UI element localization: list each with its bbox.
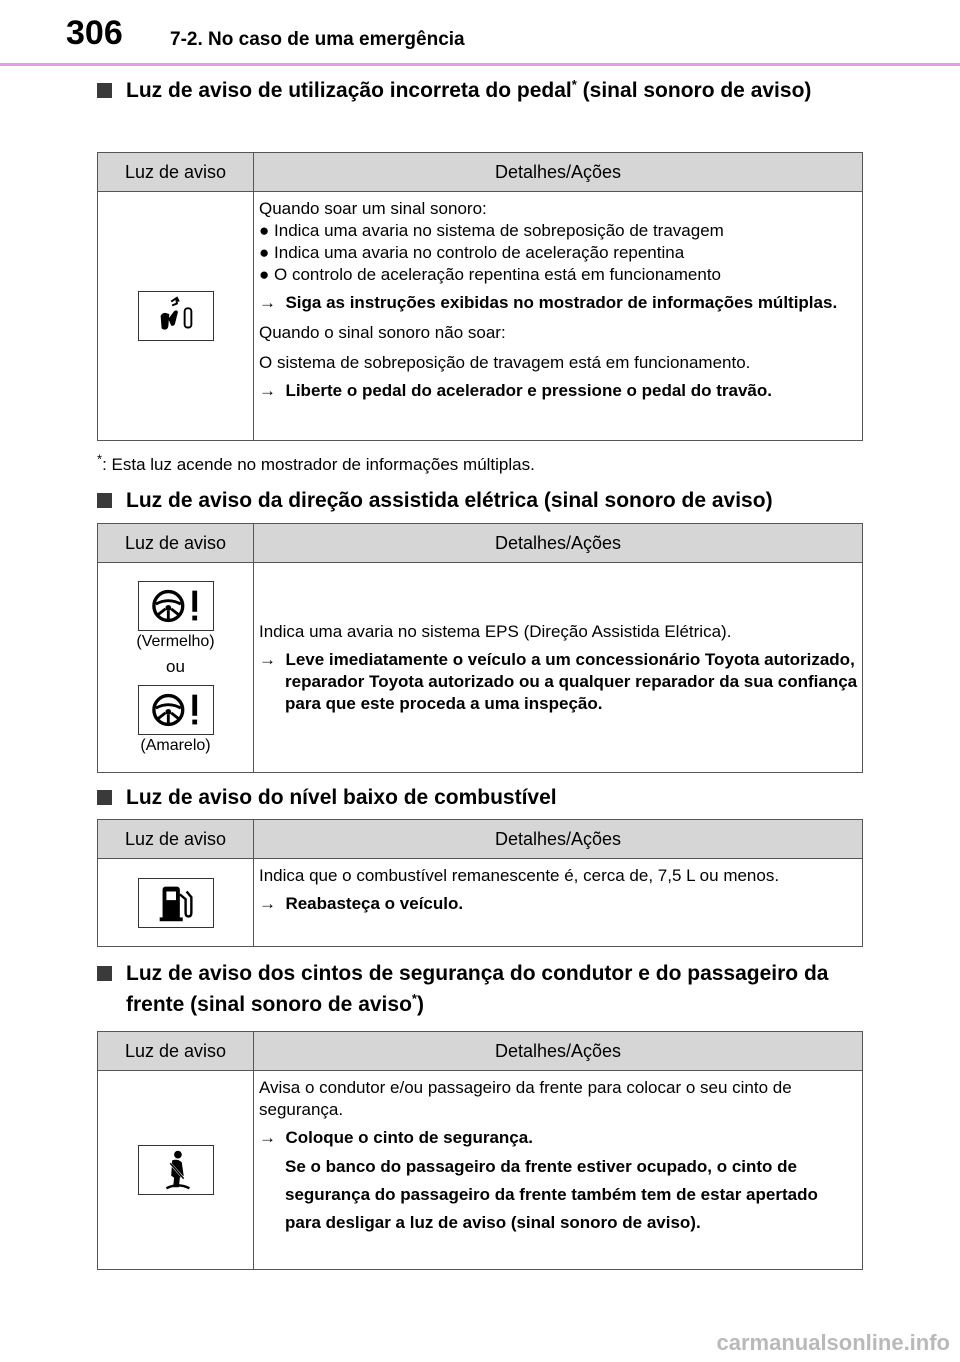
list-item: ● Indica uma avaria no controlo de aceleração repentina (259, 243, 685, 262)
chapter-title: 7-2. No caso de uma emergência (170, 29, 465, 50)
details-cell: Indica que o combustível remanescente é, cerca de, 7,5 L ou menos. → Reabasteça o veículo. (254, 859, 863, 947)
watermark: carmanualsonline.info (716, 1330, 950, 1355)
section-marker-icon (97, 83, 112, 98)
section-eps-heading: Luz de aviso da direção assistida elétrica (sinal sonoro de aviso) (97, 485, 867, 516)
steering-wheel-warning-icon (138, 685, 214, 735)
list-item: ● Indica uma avaria no sistema de sobreposição de travagem (259, 221, 724, 240)
col-header-light: Luz de aviso (98, 820, 254, 859)
page-header (0, 0, 960, 64)
steering-wheel-warning-icon (138, 581, 214, 631)
col-header-details: Detalhes/Ações (254, 524, 863, 563)
section-marker-icon (97, 966, 112, 981)
page-number: 306 (66, 14, 123, 52)
list-item: ● O controlo de aceleração repentina está em funcionamento (259, 265, 722, 284)
table-seatbelt-warning (97, 1031, 863, 1270)
action-instruction: → Siga as instruções exibidas no mostrador de informações múltiplas. (259, 293, 838, 312)
table-pedal-warning (97, 152, 863, 441)
col-header-light: Luz de aviso (98, 153, 254, 192)
col-header-light: Luz de aviso (98, 1032, 254, 1071)
action-instruction: → Coloque o cinto de segurança. (259, 1128, 533, 1147)
pedal-misapplication-icon (138, 291, 214, 341)
col-header-light: Luz de aviso (98, 524, 254, 563)
details-cell: Quando soar um sinal sonoro: ● Indica uma avaria no sistema de sobreposição de travagem ● Indica uma avaria no controlo de aceleração repentina ● O controlo de aceleração repentina está em funcionamento → Siga as instruções exibidas no mostrador de informações múltiplas. Quando o sinal sonoro não soar: O sistema de sobreposição de travagem está em funcionamento. → Liberte o pedal do acelerador e pressione o pedal do travão. (254, 192, 863, 441)
section-pedal-heading: Luz de aviso de utilização incorreta do pedal* (sinal sonoro de aviso) (97, 75, 867, 106)
action-detail: Se o banco do passageiro da frente estiver ocupado, o cinto de segurança do passageiro da frente também tem de estar apertado para desligar a luz de aviso (sinal sonoro de aviso). (285, 1157, 818, 1232)
section-marker-icon (97, 493, 112, 508)
section-fuel-heading: Luz de aviso do nível baixo de combustível (97, 782, 867, 813)
footnote: *: Esta luz acende no mostrador de informações múltiplas. (97, 451, 535, 474)
seatbelt-icon (138, 1145, 214, 1195)
header-rule (0, 63, 960, 66)
fuel-pump-icon (138, 878, 214, 928)
col-header-details: Detalhes/Ações (254, 153, 863, 192)
details-cell: Indica uma avaria no sistema EPS (Direção Assistida Elétrica). → Leve imediatamente o veículo a um concessionário Toyota autorizado, reparador Toyota autorizado ou a qualquer reparador da sua confiança para que este proceda a uma inspeção. (254, 563, 863, 773)
col-header-details: Detalhes/Ações (254, 1032, 863, 1071)
action-instruction: → Liberte o pedal do acelerador e pressione o pedal do travão. (259, 381, 772, 400)
section-seatbelt-heading: Luz de aviso dos cintos de segurança do condutor e do passageiro da frente (sinal sonoro de aviso*) (97, 958, 867, 1020)
details-cell: Avisa o condutor e/ou passageiro da frente para colocar o seu cinto de segurança. → Coloque o cinto de segurança. Se o banco do passageiro da frente estiver ocupado, o cinto de segurança do passageiro da frente também tem de estar apertado para desligar a luz de aviso (sinal sonoro de aviso). (254, 1071, 863, 1270)
section-marker-icon (97, 790, 112, 805)
table-eps-warning: Luz de aviso Detalhes/Ações (Vermelho) ou (Amarelo) Indica uma avaria no sistema EPS (Direção Assistida Elétrica). → Leve imediatamente o veículo a um concessionário Toyota autorizado, reparador Toyota autorizado ou a qualquer reparador da sua confiança para que este proceda a uma inspeção. (97, 523, 863, 773)
action-instruction: → Leve imediatamente o veículo a um concessionário Toyota autorizado, reparador Toyota autorizado ou a qualquer reparador da sua confiança para que este proceda a uma inspeção. (259, 649, 858, 713)
col-header-details: Detalhes/Ações (254, 820, 863, 859)
action-instruction: → Reabasteça o veículo. (259, 894, 464, 913)
table-fuel-warning (97, 819, 863, 947)
